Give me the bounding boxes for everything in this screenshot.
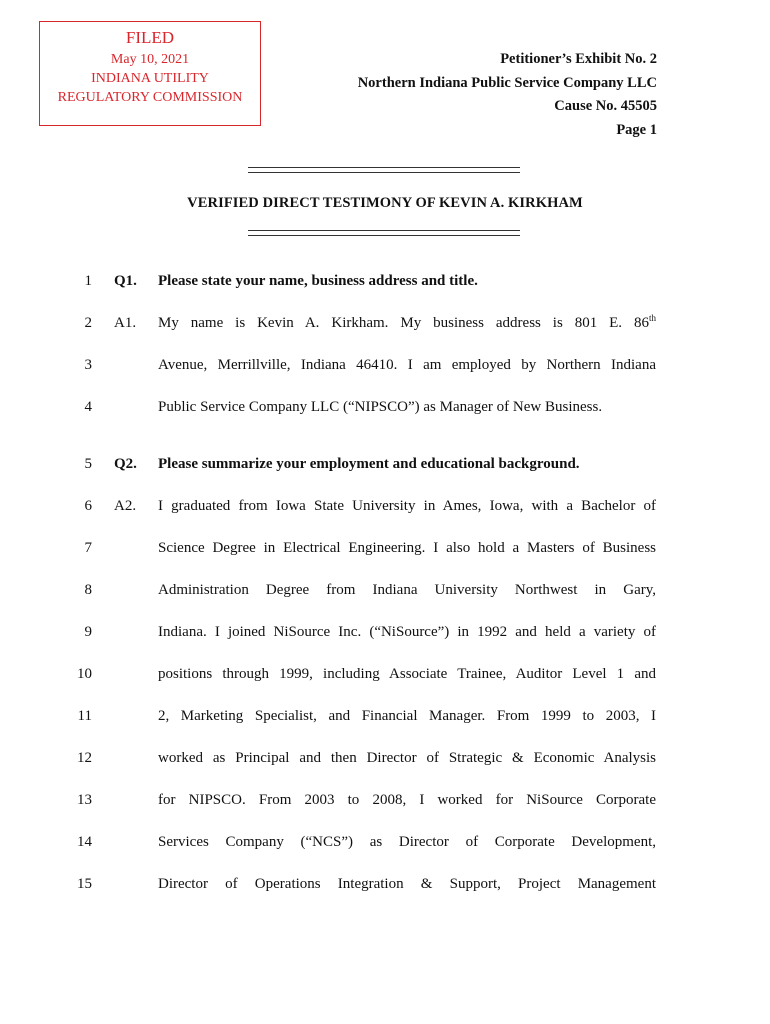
testimony-line [0, 582, 770, 602]
filed-stamp [39, 21, 261, 126]
ordinal-superscript: th [648, 313, 656, 323]
testimony-line [0, 498, 770, 518]
line-text [158, 792, 656, 809]
line-number: 3 [84, 357, 92, 373]
line-text [158, 834, 656, 851]
line-text-content: Science Degree in Electrical Engineering. I also hold a Masters of Business [158, 540, 656, 556]
line-text [158, 456, 656, 473]
line-text-content: Avenue, Merrillville, Indiana 46410. I am employed by Northern Indiana [158, 357, 656, 373]
line-text-content: Director of Operations Integration & Support, Project Management [158, 876, 656, 892]
testimony-line [0, 750, 770, 770]
line-text [158, 582, 656, 599]
testimony-line [0, 315, 770, 335]
qa-label: Q2. [114, 456, 137, 472]
document-title: VERIFIED DIRECT TESTIMONY OF KEVIN A. KIRKHAM [187, 195, 583, 211]
qa-label: A2. [114, 498, 137, 514]
exhibit-number: Petitioner’s Exhibit No. 2 [500, 51, 657, 67]
line-text [158, 357, 656, 374]
line-text [158, 540, 656, 557]
line-text-content: Services Company (“NCS”) as Director of Corporate Development, [158, 834, 656, 850]
line-text-content: Please summarize your employment and educational background. [158, 456, 580, 472]
qa-label: A1. [114, 315, 137, 331]
line-number: 9 [84, 624, 92, 640]
page-number: Page 1 [616, 121, 657, 138]
line-text-content: positions through 1999, including Associate Trainee, Auditor Level 1 and [158, 666, 656, 682]
line-text-content: Administration Degree from Indiana University Northwest in Gary, [158, 582, 656, 598]
testimony-line [0, 708, 770, 728]
testimony-line [0, 666, 770, 686]
line-text [158, 273, 656, 290]
line-number: 1 [84, 273, 92, 289]
line-number: 2 [84, 315, 92, 331]
line-text-content: I graduated from Iowa State University in Ames, Iowa, with a Bachelor of [158, 498, 656, 514]
line-text [158, 624, 656, 641]
line-text-content: worked as Principal and then Director of Strategic & Economic Analysis [158, 750, 656, 766]
cause-number: Cause No. 45505 [554, 98, 657, 114]
line-text-content: Public Service Company LLC (“NIPSCO”) as Manager of New Business. [158, 399, 603, 415]
line-number: 14 [77, 834, 92, 850]
company-name: Northern Indiana Public Service Company LLC [357, 74, 657, 91]
stamp-agency-line2: REGULATORY COMMISSION [57, 90, 243, 105]
title-rule-top [248, 167, 520, 173]
line-text [158, 708, 656, 725]
line-text [158, 750, 656, 767]
line-text [158, 876, 656, 893]
qa-label: Q1. [114, 273, 137, 289]
testimony-line [0, 273, 770, 293]
line-text-content: 2, Marketing Specialist, and Financial Manager. From 1999 to 2003, I [158, 708, 656, 724]
line-number: 6 [84, 498, 92, 514]
line-number: 10 [77, 666, 92, 682]
line-text-content: Please state your name, business address and title. [158, 273, 478, 289]
exhibit-header [358, 48, 657, 142]
testimony-line [0, 357, 770, 377]
stamp-agency-line1: INDIANA UTILITY [91, 71, 209, 86]
line-text [158, 315, 656, 332]
line-text-content: My name is Kevin A. Kirkham. My business address is 801 E. 86 [158, 315, 649, 331]
line-number: 12 [77, 750, 92, 766]
testimony-line [0, 834, 770, 854]
line-number: 11 [77, 708, 92, 724]
line-text [158, 666, 656, 683]
testimony-line [0, 540, 770, 560]
testimony-line [0, 456, 770, 476]
line-text [158, 399, 656, 416]
line-text [158, 498, 656, 515]
stamp-date: May 10, 2021 [110, 52, 190, 67]
testimony-line [0, 876, 770, 896]
line-text-content: Indiana. I joined NiSource Inc. (“NiSource”) in 1992 and held a variety of [158, 624, 656, 640]
testimony-line [0, 399, 770, 419]
line-text-content: for NIPSCO. From 2003 to 2008, I worked for NiSource Corporate [158, 792, 656, 808]
testimony-line [0, 792, 770, 812]
line-number: 7 [84, 540, 92, 556]
stamp-status: FILED [125, 28, 175, 47]
line-number: 5 [84, 456, 92, 472]
line-number: 15 [77, 876, 92, 892]
line-number: 13 [77, 792, 92, 808]
line-number: 4 [84, 399, 92, 415]
line-number: 8 [84, 582, 92, 598]
testimony-line [0, 624, 770, 644]
title-rule-bottom [248, 230, 520, 236]
